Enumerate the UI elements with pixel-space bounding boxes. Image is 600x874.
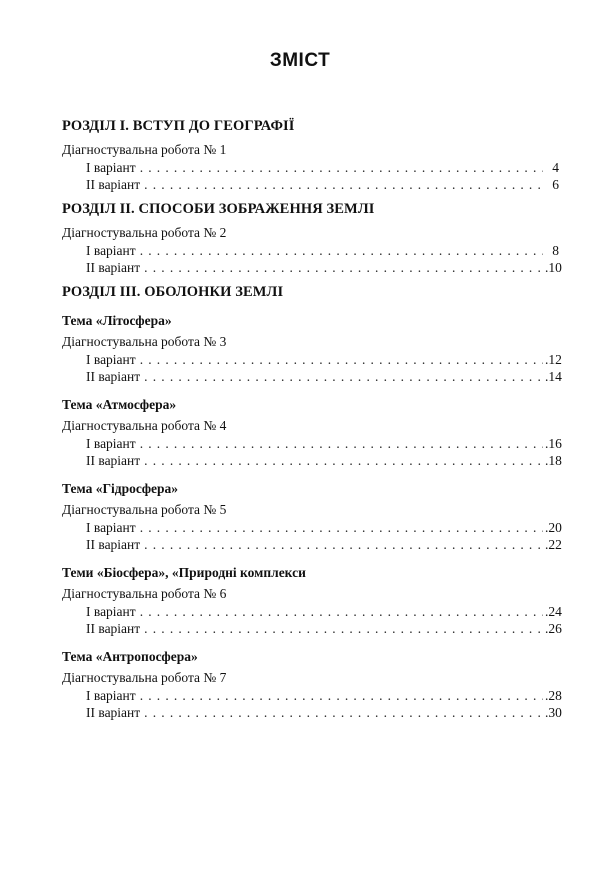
toc-block-4 <box>62 397 562 469</box>
dot-leader <box>144 452 543 469</box>
toc-entry[interactable] <box>62 259 562 276</box>
toc-entry[interactable] <box>62 159 559 176</box>
toc-entry[interactable] <box>62 687 562 704</box>
page-number: 6 <box>552 177 559 192</box>
dot-leader <box>140 159 543 176</box>
entry-label: І варіант <box>86 243 136 258</box>
toc-entry[interactable] <box>62 704 562 721</box>
topic-heading: Тема «Антропосфера» <box>62 649 198 664</box>
entry-label: І варіант <box>86 520 136 535</box>
toc-block-1 <box>62 118 559 193</box>
toc-entry[interactable] <box>62 452 562 469</box>
dot-leader <box>144 620 543 637</box>
work-title: Діагностувальна робота № 3 <box>62 334 227 349</box>
entry-label: ІІ варіант <box>86 621 141 636</box>
entry-label: ІІ варіант <box>86 177 141 192</box>
dot-leader <box>144 368 543 385</box>
section-heading: РОЗДІЛ ІІ. СПОСОБИ ЗОБРАЖЕННЯ ЗЕМЛІ <box>62 201 375 217</box>
dot-leader <box>140 435 543 452</box>
page-number: .28 <box>545 688 562 703</box>
entry-label: ІІ варіант <box>86 260 141 275</box>
toc-entry[interactable] <box>62 176 559 193</box>
entry-label: І варіант <box>86 688 136 703</box>
entry-label: ІІ варіант <box>86 705 141 720</box>
entry-label: І варіант <box>86 436 136 451</box>
dot-leader <box>140 519 543 536</box>
toc-block-7 <box>62 649 562 721</box>
dot-leader <box>144 704 543 721</box>
toc-entry[interactable] <box>62 519 562 536</box>
page-number: .14 <box>545 369 562 384</box>
page-number: .24 <box>545 604 562 619</box>
toc-entry[interactable] <box>62 603 562 620</box>
page-number: .18 <box>545 453 562 468</box>
toc-content <box>62 110 562 725</box>
topic-heading: Тема «Гідросфера» <box>62 481 179 496</box>
toc-block-6 <box>62 565 562 637</box>
work-title: Діагностувальна робота № 5 <box>62 502 227 517</box>
entry-label: І варіант <box>86 604 136 619</box>
topic-heading: Теми «Біосфера», «Природні комплекси <box>62 565 306 580</box>
section-heading: РОЗДІЛ І. ВСТУП ДО ГЕОГРАФІЇ <box>62 118 295 134</box>
page-number: 4 <box>552 160 559 175</box>
toc-entry[interactable] <box>62 351 562 368</box>
topic-heading: Тема «Атмосфера» <box>62 397 177 412</box>
page-number: .26 <box>545 621 562 636</box>
work-title: Діагностувальна робота № 6 <box>62 586 227 601</box>
toc-block-3 <box>62 284 562 385</box>
topic-heading: Тема «Літосфера» <box>62 313 172 328</box>
toc-block-2 <box>62 201 562 276</box>
page-title: ЗМІСТ <box>269 50 331 71</box>
entry-label: І варіант <box>86 352 136 367</box>
section-heading: РОЗДІЛ ІІІ. ОБОЛОНКИ ЗЕМЛІ <box>62 284 284 300</box>
page-number: .12 <box>545 352 562 367</box>
entry-label: ІІ варіант <box>86 453 141 468</box>
toc-entry[interactable] <box>62 368 562 385</box>
dot-leader <box>140 242 543 259</box>
work-title: Діагностувальна робота № 7 <box>62 670 227 685</box>
toc-entry[interactable] <box>62 242 559 259</box>
toc-entry[interactable] <box>62 620 562 637</box>
page-number: .30 <box>545 705 562 720</box>
entry-label: ІІ варіант <box>86 537 141 552</box>
entry-label: ІІ варіант <box>86 369 141 384</box>
dot-leader <box>140 687 543 704</box>
dot-leader <box>144 176 543 193</box>
toc-entry[interactable] <box>62 435 562 452</box>
dot-leader <box>140 603 543 620</box>
work-title: Діагностувальна робота № 1 <box>62 142 227 157</box>
page-number: .20 <box>545 520 562 535</box>
page-number: .16 <box>545 436 562 451</box>
toc-block-5 <box>62 481 562 553</box>
dot-leader <box>144 259 543 276</box>
dot-leader <box>140 351 543 368</box>
toc-entry[interactable] <box>62 536 562 553</box>
page-number: .22 <box>545 537 562 552</box>
entry-label: І варіант <box>86 160 136 175</box>
page-number: .10 <box>545 260 562 275</box>
work-title: Діагностувальна робота № 4 <box>62 418 227 433</box>
work-title: Діагностувальна робота № 2 <box>62 225 227 240</box>
page-number: 8 <box>552 243 559 258</box>
dot-leader <box>144 536 543 553</box>
